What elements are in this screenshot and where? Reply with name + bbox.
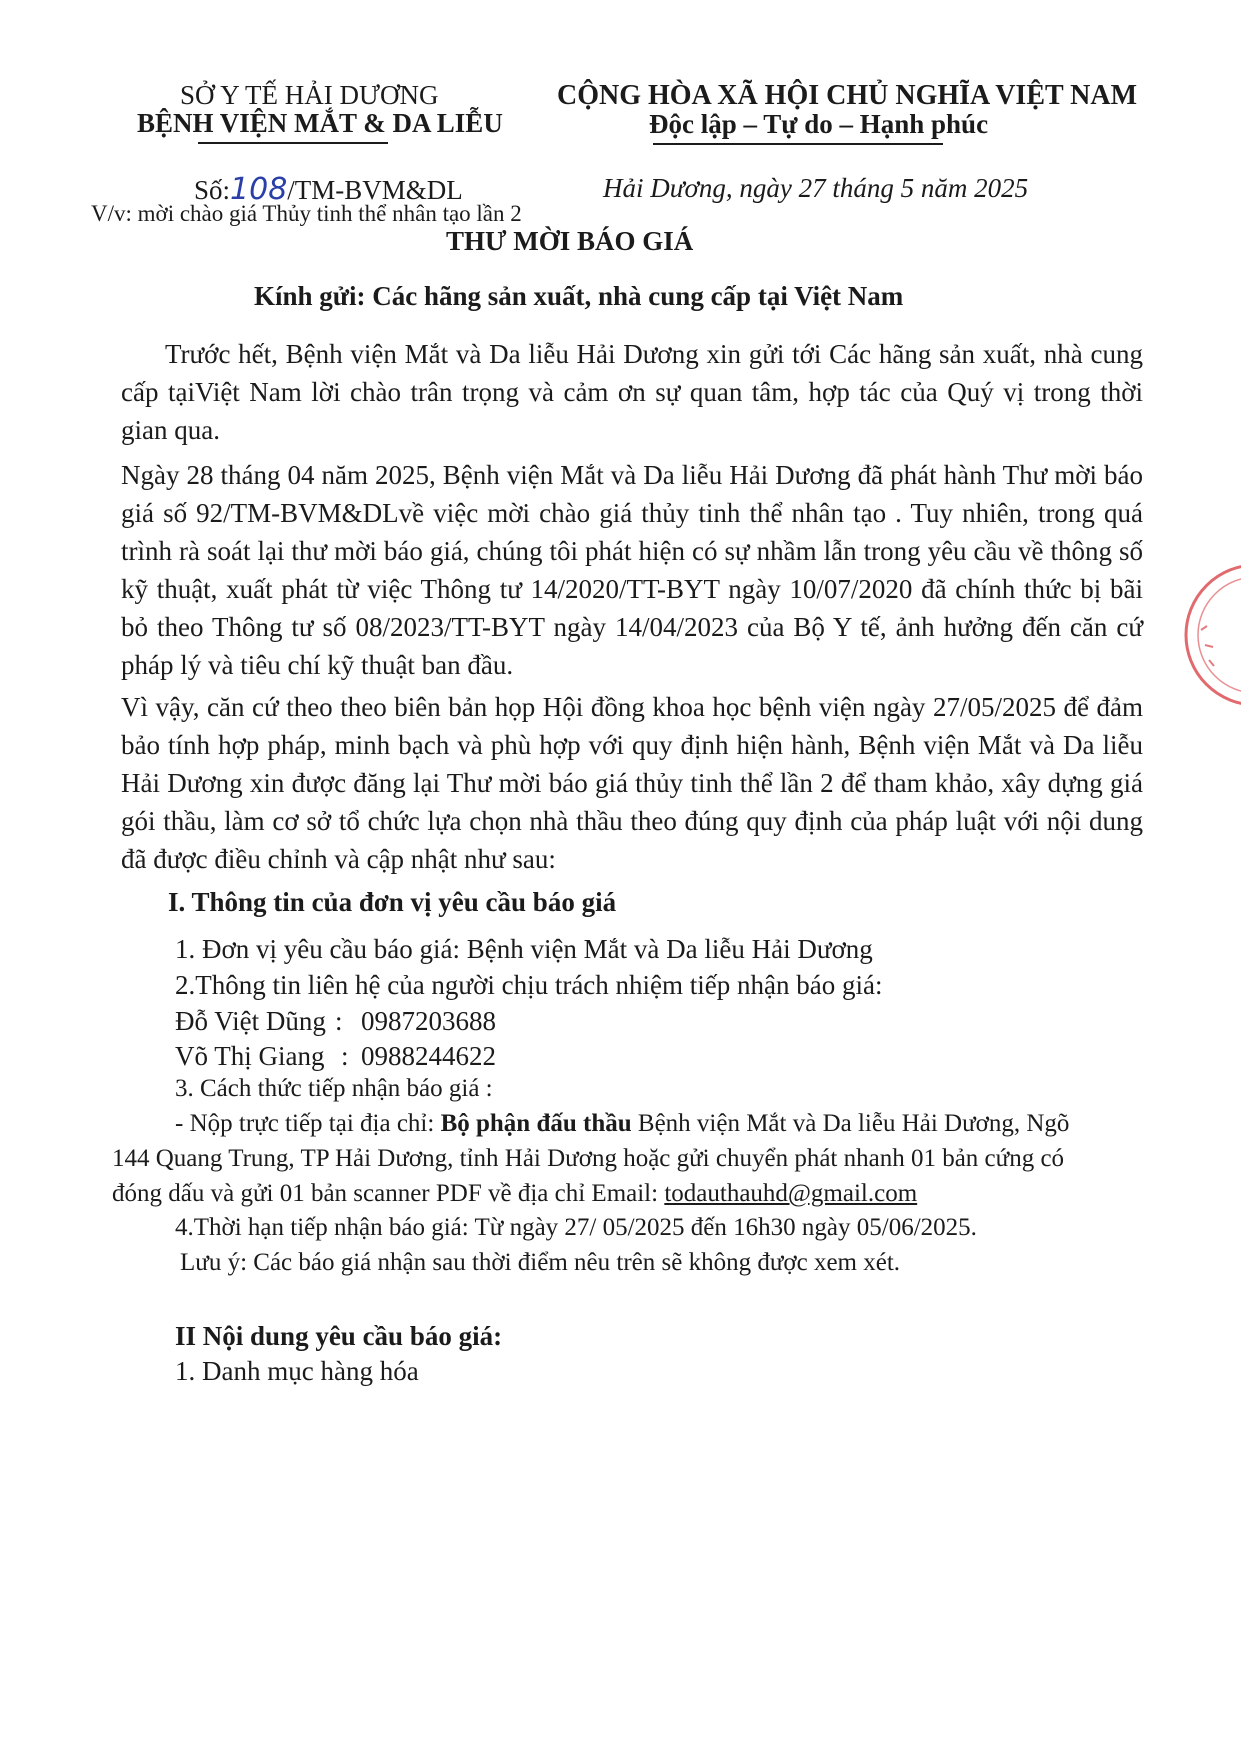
contact-row [175,1006,496,1037]
submission-prefix: - Nộp trực tiếp tại địa chỉ: [175,1110,441,1137]
submission-bold: Bộ phận đấu thầu [440,1110,632,1137]
contact-separator: : [335,1006,343,1036]
section-1-note: Lưu ý: Các báo giá nhận sau thời điểm nêu trên sẽ không được xem xét. [180,1249,901,1276]
section-2-item-1: 1. Danh mục hàng hóa [175,1356,419,1386]
official-stamp-partial [1181,560,1241,710]
doc-number-handwritten: 108 [230,172,288,207]
section-1-item-4: 4.Thời hạn tiếp nhận báo giá: Từ ngày 27/ 05/2025 đến 16h30 ngày 05/06/2025. [175,1214,977,1241]
national-motto: Độc lập – Tự do – Hạnh phúc [649,109,989,139]
section-1-item-3: 3. Cách thức tiếp nhận báo giá : [175,1075,493,1102]
submission-line-1 [175,1110,1069,1138]
contact-row [175,1041,496,1072]
paragraph-background: Ngày 28 tháng 04 năm 2025, Bệnh viện Mắt và Da liễu Hải Dương đã phát hành Thư mời báo giá số 92/TM-BVM&DLvề việc mời chào giá thủy tinh thể nhân tạo . Tuy nhiên, trong quá trình rà soát lại thư mời báo giá, chúng tôi phát hiện có sự nhầm lẫn trong yêu cầu về thông số kỹ thuật, xuất phát từ việc Thông tư 14/2020/TT-BYT ngày 10/07/2020 đã chính thức bị bãi bỏ theo Thông tư số 08/2023/TT-BYT ngày 14/04/2023 của Bộ Y tế, ảnh hưởng đến căn cứ pháp lý và tiêu chí kỹ thuật ban đầu. [121,460,1143,680]
contact-phone: 0987203688 [361,1006,496,1036]
doc-subject: V/v: mời chào giá Thủy tinh thể nhân tạo lần 2 [91,201,522,226]
paragraph-intro: Trước hết, Bệnh viện Mắt và Da liễu Hải Dương xin gửi tới Các hãng sản xuất, nhà cung cấp tạiViệt Nam lời chào trân trọng và cảm ơn sự quan tâm, hợp tác của Quý vị trong thời gian qua. [121,339,1143,445]
section-1-item-1: 1. Đơn vị yêu cầu báo giá: Bệnh viện Mắt và Da liễu Hải Dương [175,934,873,964]
section-1-heading: I. Thông tin của đơn vị yêu cầu báo giá [168,887,617,917]
email-link[interactable]: todauthauhd@gmail.com [664,1180,918,1207]
org-parent: SỞ Y TẾ HẢI DƯƠNG [180,80,439,110]
contact-name: Võ Thị Giang [175,1041,325,1071]
document-title: THƯ MỜI BÁO GIÁ [446,226,694,256]
contact-separator: : [341,1041,349,1071]
submission-line-3-text: đóng dấu và gửi 01 bản scanner PDF về địa chỉ Email: [112,1180,665,1207]
recipient-line: Kính gửi: Các hãng sản xuất, nhà cung cấp tại Việt Nam [254,281,904,311]
place-date: Hải Dương, ngày 27 tháng 5 năm 2025 [603,173,1029,203]
motto-underline [653,143,943,145]
doc-number-suffix: /TM-BVM&DL [287,175,463,205]
stamp-circle-icon [1181,560,1241,710]
section-2-heading: II Nội dung yêu cầu báo giá: [175,1321,503,1351]
doc-number-prefix: Số: [194,175,231,205]
contact-phone: 0988244622 [361,1041,496,1071]
country-name: CỘNG HÒA XÃ HỘI CHỦ NGHĨA VIỆT NAM [557,80,1138,111]
section-1-item-2: 2.Thông tin liên hệ của người chịu trách nhiệm tiếp nhận báo giá: [175,970,883,1000]
org-name: BỆNH VIỆN MẮT & DA LIỄU [137,108,503,138]
contact-name: Đỗ Việt Dũng [175,1006,326,1036]
submission-line-3 [112,1180,917,1208]
paragraph-decision: Vì vậy, căn cứ theo theo biên bản họp Hội đồng khoa học bệnh viện ngày 27/05/2025 để đảm bảo tính hợp pháp, minh bạch và phù hợp với quy định hiện hành, Bệnh viện Mắt và Da liễu Hải Dương xin được đăng lại Thư mời báo giá thủy tinh thể lần 2 để tham khảo, xây dựng giá gói thầu, làm cơ sở tổ chức lựa chọn nhà thầu theo đúng quy định của pháp luật với nội dung đã được điều chỉnh và cập nhật như sau: [121,692,1143,874]
org-name-underline [198,142,388,144]
submission-rest: Bệnh viện Mắt và Da liễu Hải Dương, Ngõ [631,1110,1070,1137]
submission-line-2: 144 Quang Trung, TP Hải Dương, tỉnh Hải Dương hoặc gửi chuyển phát nhanh 01 bản cứng có [112,1145,1065,1172]
